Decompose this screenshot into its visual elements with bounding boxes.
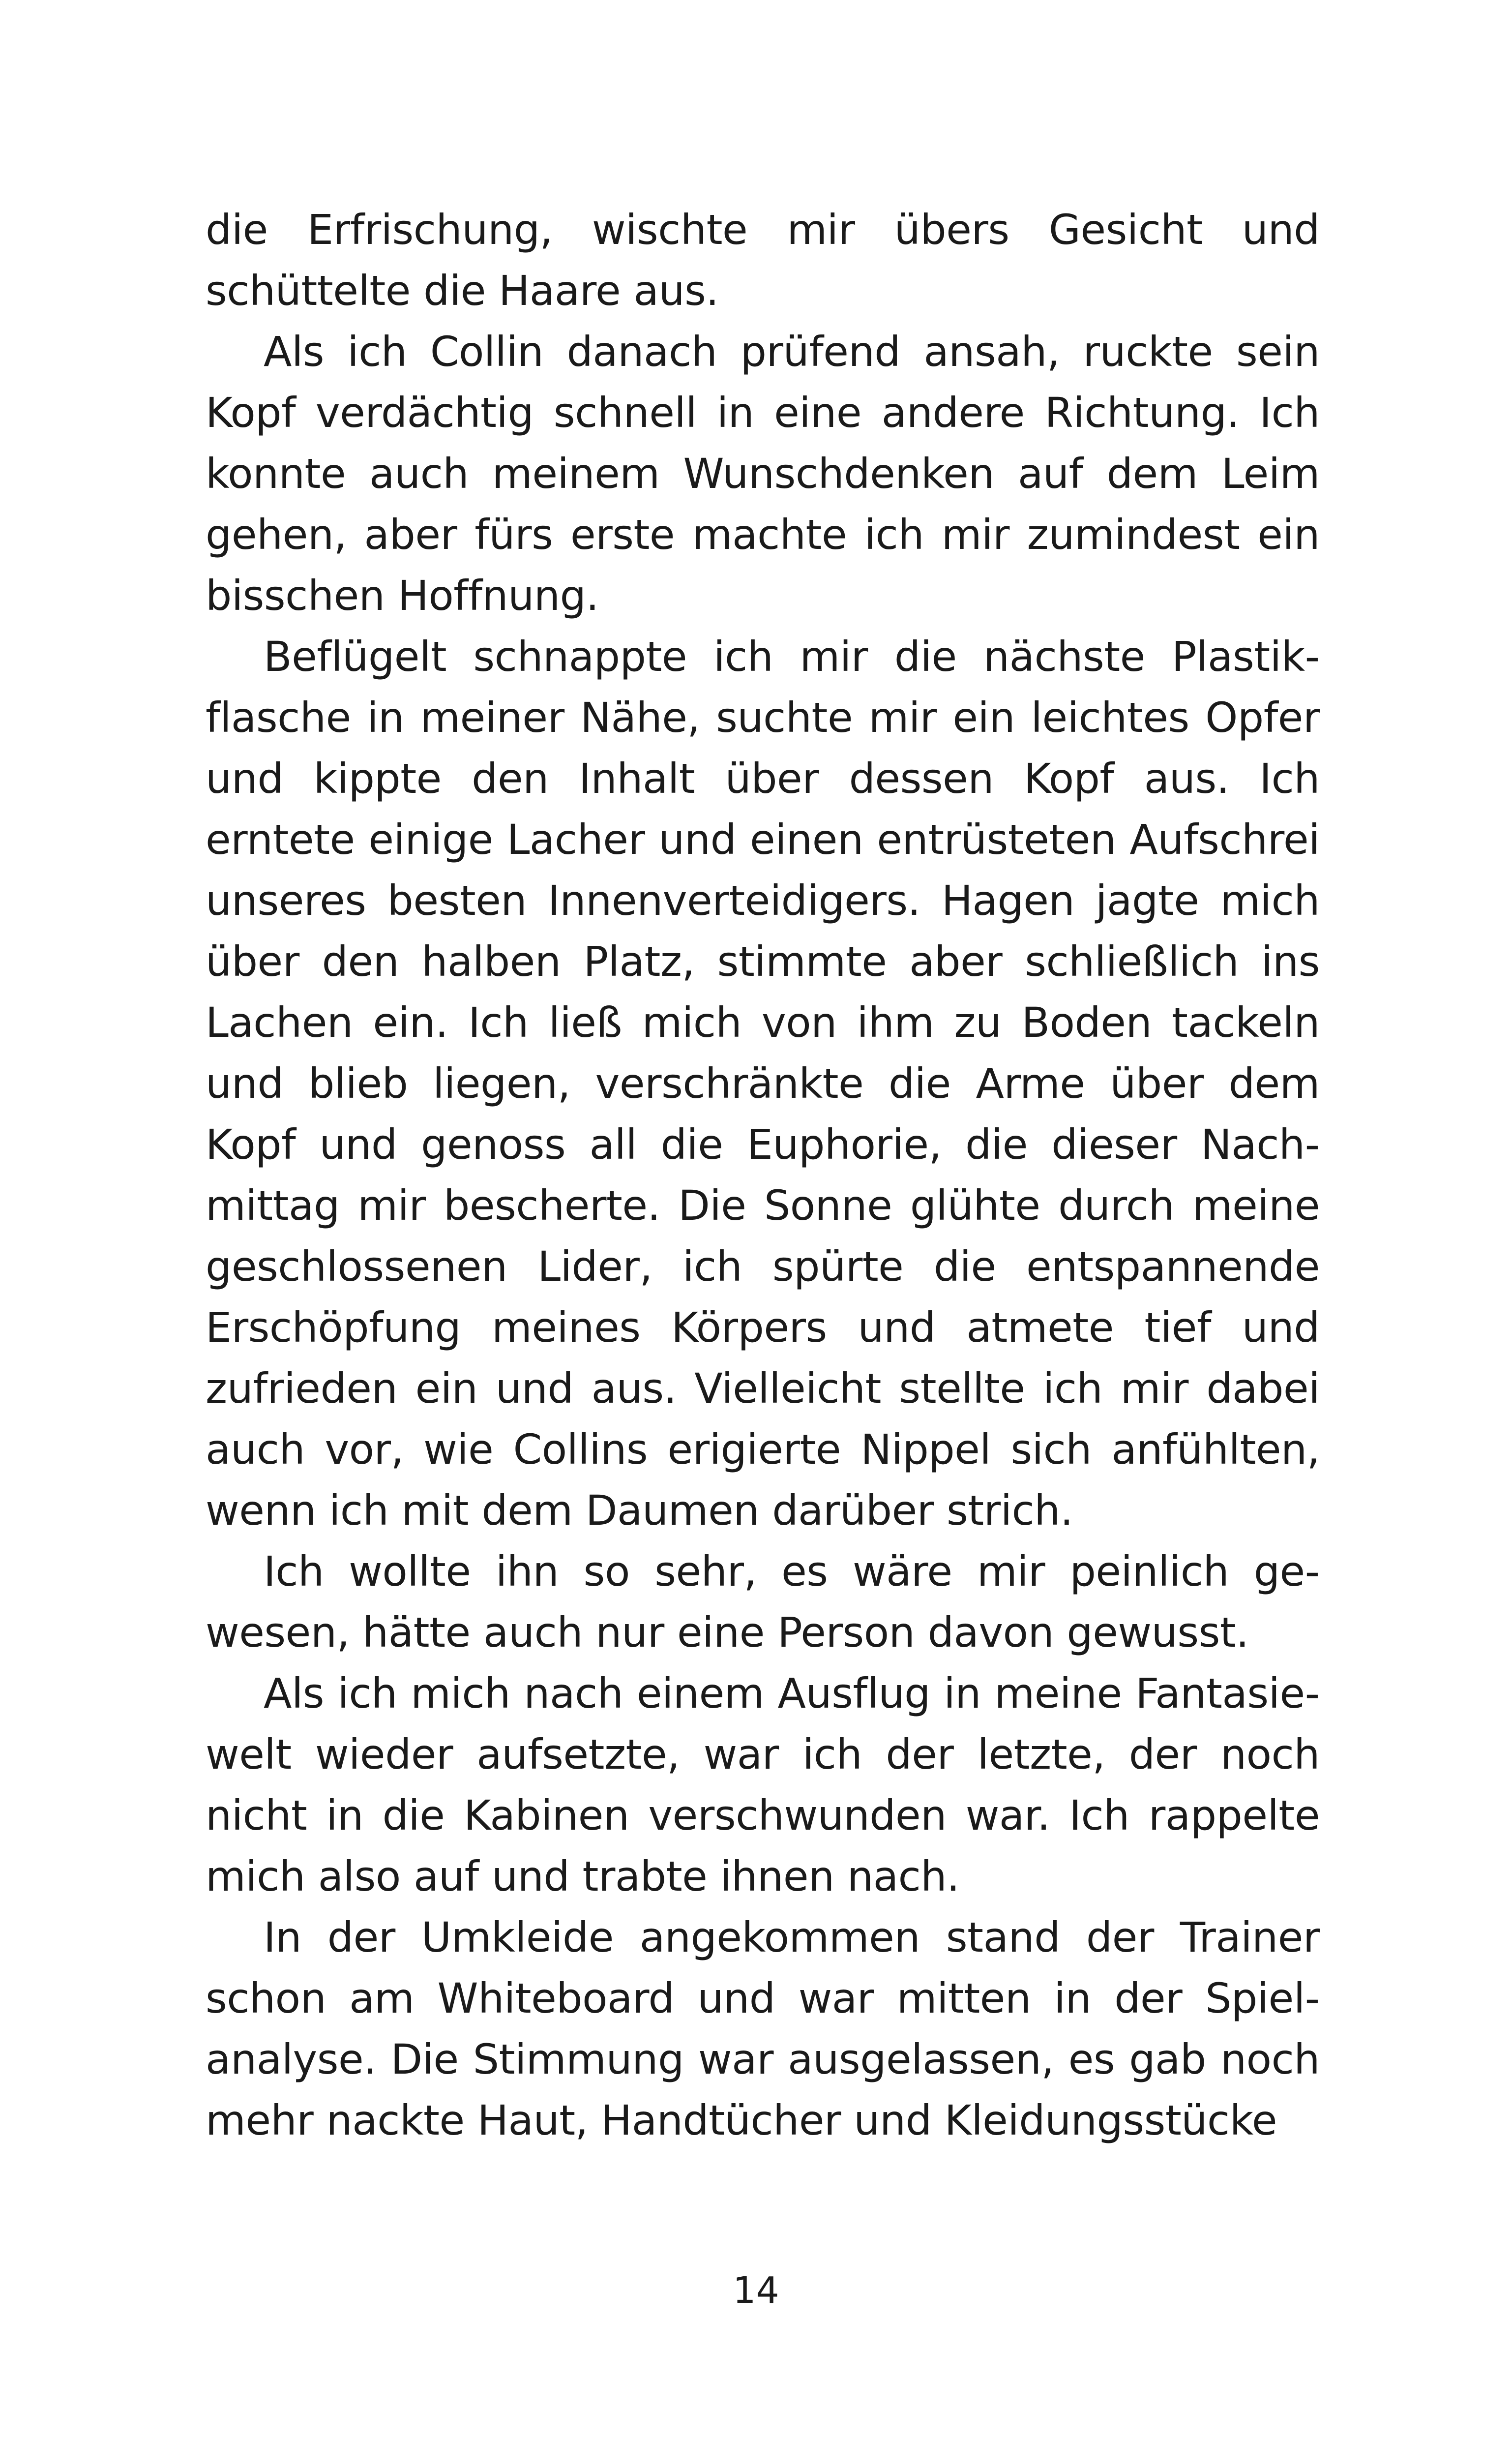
- paragraph-3: Beflügelt schnappte ich mir die nächste Plastikflasche in meiner Nähe, suchte mir ein leichtes Opfer und kippte den Inhalt über dessen Kopf aus. Ich erntete einige Lacher und einen entrüsteten Aufschrei unseres besten Innenverteidigers. Hagen jagte mich über den halben Platz, stimmte aber schließlich ins Lachen ein. Ich ließ mich von ihm zu Boden tackeln und blieb liegen, verschränkte die Arme über dem Kopf und genoss all die Euphorie, die dieser Nachmittag mir bescherte. Die Sonne glühte durch meine geschlossenen Lider, ich spürte die entspannende Erschöpfung meines Körpers und atmete tief und zufrieden ein und aus. Vielleicht stellte ich mir dabei auch vor, wie Collins erigierte Nippel sich anfühlten, wenn ich mit dem Daumen darüber strich.: [206, 633, 1320, 1535]
- paragraph-5: Als ich mich nach einem Ausflug in meine Fantasiewelt wieder aufsetzte, war ich der letzte, der noch nicht in die Kabinen verschwunden war. Ich rappelte mich also auf und trabte ihnen nach.: [206, 1669, 1320, 1900]
- paragraph-2: Als ich Collin danach prüfend ansah, ruckte sein Kopf verdächtig schnell in eine andere Richtung. Ich konnte auch meinem Wunschdenken auf dem Leim gehen, aber fürs erste machte ich mir zumindest ein bisschen Hoffnung.: [206, 328, 1320, 620]
- body-text: [206, 199, 1320, 2151]
- paragraph-4: Ich wollte ihn so sehr, es wäre mir peinlich gewesen, hätte auch nur eine Person davon gewusst.: [206, 1547, 1320, 1657]
- paragraph-6: In der Umkleide angekommen stand der Trainer schon am Whiteboard und war mitten in der Spielanalyse. Die Stimmung war ausgelassen, es gab noch mehr nackte Haut, Handtücher und Kleidungsstücke: [206, 1913, 1320, 2144]
- paragraph-1: die Erfrischung, wischte mir übers Gesicht und schüttelte die Haare aus.: [206, 206, 1320, 315]
- page-number: 14: [733, 2269, 779, 2312]
